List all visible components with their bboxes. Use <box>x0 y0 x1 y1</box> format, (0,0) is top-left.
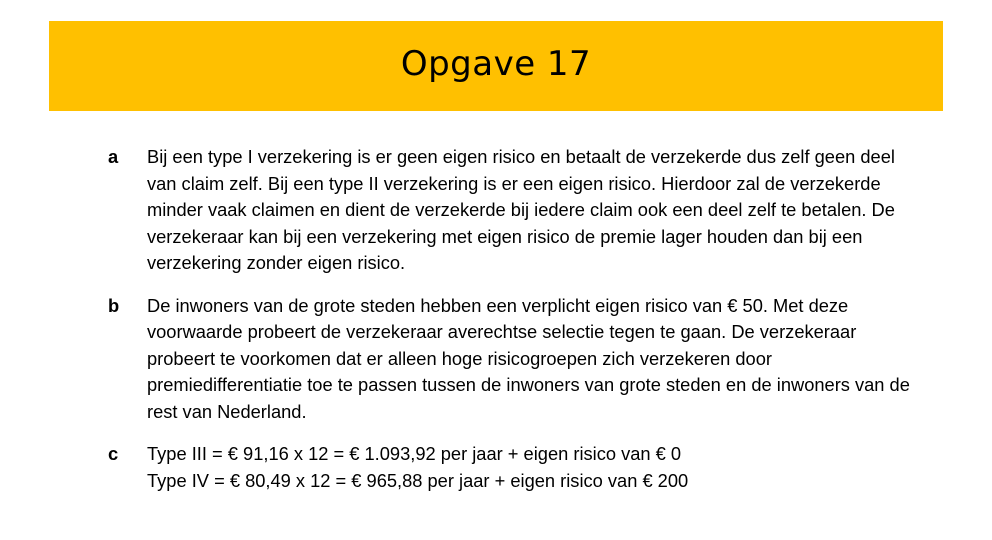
answer-line: verzekeraar kan bij een verzekering met eigen risico de premie lager houden dan bij een <box>147 225 863 247</box>
answer-body <box>147 441 928 494</box>
answer-c <box>108 441 928 494</box>
answer-line: Bij een type I verzekering is er geen eigen risico en betaalt de verzekerde dus zelf geen deel <box>147 146 895 167</box>
answer-a <box>108 144 928 277</box>
answer-letter: c <box>108 443 119 464</box>
answer-line: rest van Nederland. <box>147 400 307 422</box>
answer-letter: b <box>108 294 120 316</box>
answer-line: premiedifferentiatie toe te passen tussen de inwoners van grote steden en de inwoners van de <box>147 374 910 395</box>
answer-line: minder vaak claimen en dient de verzekerde bij iedere claim ook een deel zelf te betalen. De <box>147 199 895 220</box>
answers-list <box>108 144 928 494</box>
answer-body <box>147 144 928 277</box>
answer-line: Type III = € 91,16 x 12 = € 1.093,92 per jaar + eigen risico van € 0 <box>147 443 682 464</box>
answer-line: Type IV = € 80,49 x 12 = € 965,88 per jaar + eigen risico van € 200 <box>147 469 689 491</box>
answer-line: voorwaarde probeert de verzekeraar averechtse selectie tegen te gaan. De verzekeraar <box>147 321 857 342</box>
answer-line: probeert te voorkomen dat er alleen hoge risicogroepen zich verzekeren door <box>147 347 772 369</box>
answer-body <box>147 293 928 426</box>
answer-line: verzekering zonder eigen risico. <box>147 252 406 273</box>
answer-b <box>108 293 928 426</box>
title-banner <box>49 21 943 111</box>
answer-line: De inwoners van de grote steden hebben een verplicht eigen risico van € 50. Met deze <box>147 294 849 316</box>
answer-letter: a <box>108 146 119 167</box>
slide-title: Opgave 17 <box>400 44 592 84</box>
answer-line: van claim zelf. Bij een type II verzekering is er een eigen risico. Hierdoor zal de verzekerde <box>147 172 881 194</box>
